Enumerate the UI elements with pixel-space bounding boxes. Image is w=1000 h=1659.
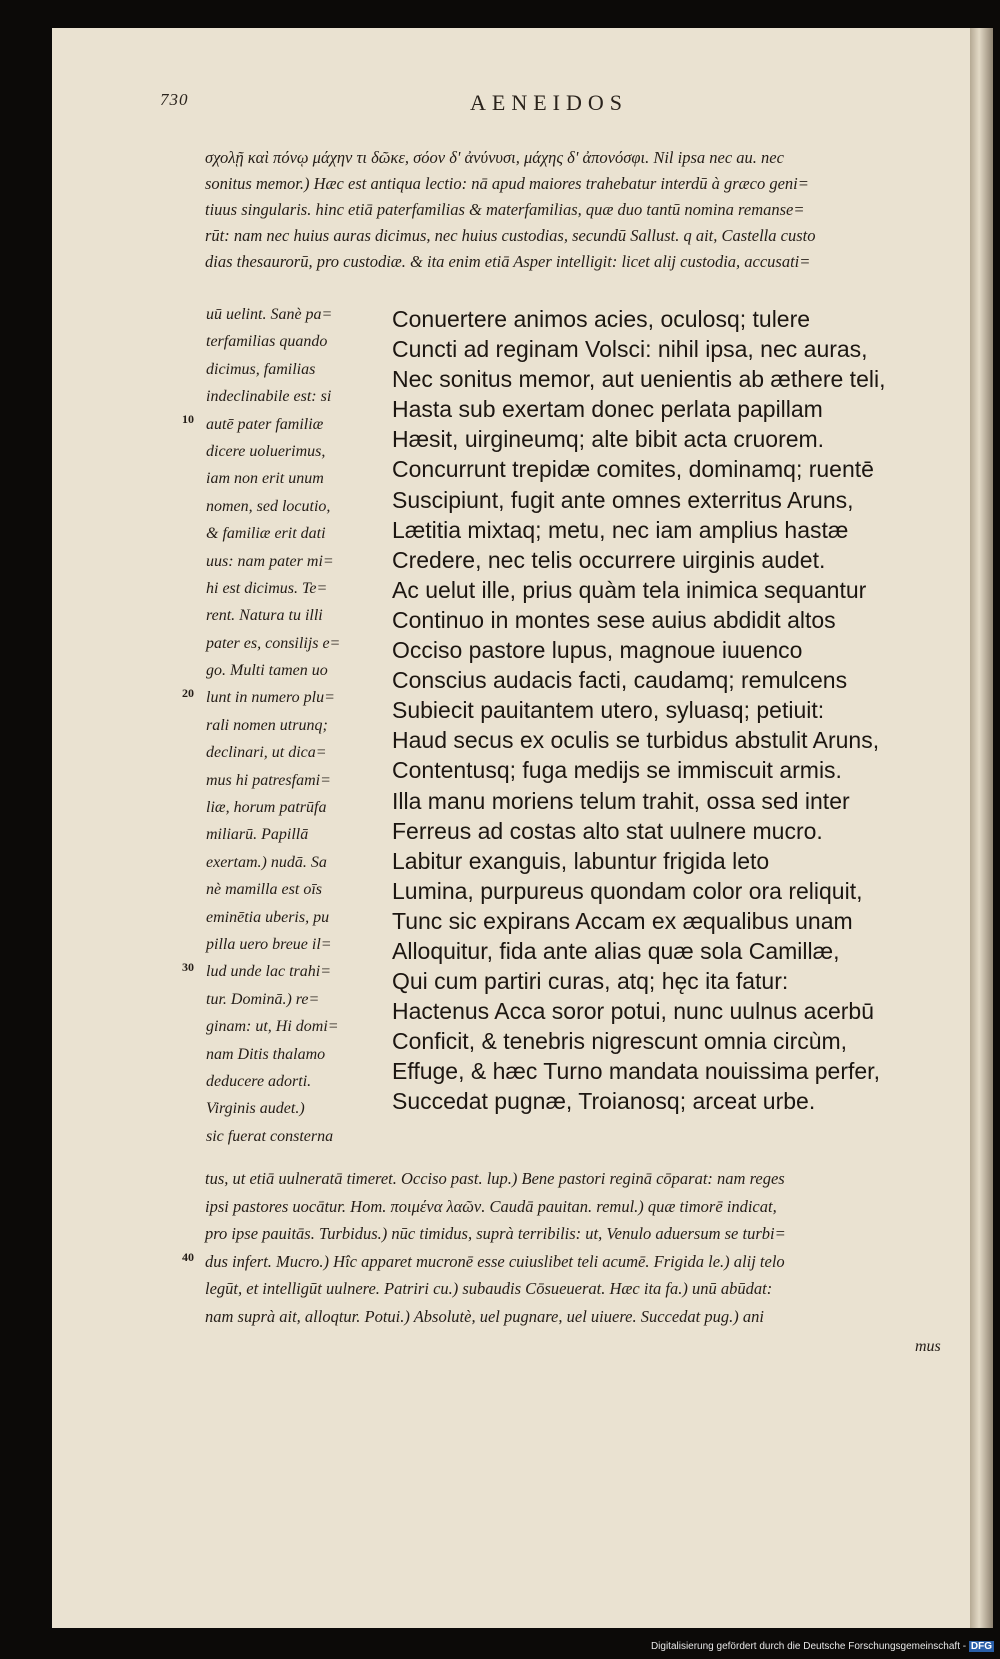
verse-line: Contentusq; fuga medijs se immiscuit armis.	[392, 757, 842, 784]
verse-line: Hactenus Acca soror potui, nunc uulnus acerbū	[392, 998, 875, 1025]
funding-footer	[651, 1641, 994, 1652]
verse-line: Concurrunt trepidæ comites, dominamq; ruentē	[392, 456, 874, 483]
commentary-line: ipsi pastores uocātur. Hom. ποιμένα λαῶν. Caudā pauitan. remul.) quæ timorē indicat,	[205, 1196, 777, 1216]
dfg-logo: DFG	[970, 1641, 992, 1652]
verse-line: Alloquitur, fida ante alias quæ sola Camillæ,	[392, 937, 840, 964]
commentary-line: dus infert. Mucro.) Hîc apparet mucronē esse cuiuslibet teli acumē. Frigida le.) alij telo	[205, 1251, 785, 1271]
line-number: 40	[182, 1250, 194, 1264]
verse-line: Effuge, & hæc Turno mandata nouissima perfer,	[392, 1058, 880, 1085]
commentary-bottom	[205, 1165, 955, 1330]
commentary-side	[206, 301, 386, 1150]
commentary-line: lud unde lac trahi=	[206, 963, 332, 981]
commentary-line: rent. Natura tu illi	[206, 607, 323, 625]
verse-line: Conficit, & tenebris nigrescunt omnia circùm,	[392, 1028, 848, 1055]
commentary-line: rali nomen utrunq;	[206, 716, 328, 734]
funding-text: Digitalisierung gefördert durch die Deutsche Forschungsgemeinschaft -	[650, 1641, 967, 1652]
viewer-left-border	[0, 0, 52, 1659]
commentary-line: & familiæ erit dati	[206, 525, 326, 543]
verse-line: Haud secus ex oculis se turbidus abstulit Aruns,	[392, 727, 880, 754]
verse-line: Conuertere animos acies, oculosq; tulere	[392, 306, 811, 332]
commentary-line: mus hi patresfami=	[206, 771, 331, 789]
verse-line: Hæsit, uirgineumq; alte bibit acta cruorem.	[392, 426, 825, 453]
line-number: 20	[182, 686, 194, 700]
page-number: 730	[160, 90, 189, 109]
commentary-line: lunt in numero plu=	[206, 689, 335, 707]
verse-line: Labitur exanguis, labuntur frigida leto	[392, 847, 770, 874]
commentary-line: dicimus, familias	[206, 360, 316, 378]
commentary-top	[205, 145, 955, 275]
commentary-line: eminētia uberis, pu	[206, 908, 330, 926]
verse-text	[392, 304, 972, 1117]
commentary-line: legūt, et intelligūt uulnere. Patriri cu.) subaudis Cōsueuerat. Hæc ita fa.) unū abūdat:	[205, 1279, 773, 1298]
line-number: 10	[182, 412, 194, 426]
commentary-line: dias thesaurorū, pro custodiæ. & ita enim etiā Asper intelligit: licet alij custodia, accusati=	[205, 252, 811, 271]
verse-line: Illa manu moriens telum trahit, ossa sed inter	[392, 787, 850, 814]
page-gutter-edge	[970, 28, 993, 1628]
commentary-line: sic fuerat consterna	[206, 1127, 334, 1145]
commentary-line: miliarū. Papillā	[206, 826, 309, 844]
commentary-line: pater es, consilijs e=	[206, 634, 341, 652]
commentary-line: iam non erit unum	[206, 470, 324, 488]
commentary-line: declinari, ut dica=	[206, 744, 327, 762]
commentary-line: nomen, sed locutio,	[206, 497, 331, 515]
verse-line: Continuo in montes sese auius abdidit altos	[392, 606, 836, 633]
running-title: AENEIDOS	[470, 90, 628, 115]
verse-line: Qui cum partiri curas, atq; hęc ita fatur:	[392, 968, 789, 995]
verse-line: Ferreus ad costas alto stat uulnere mucro.	[392, 817, 823, 844]
commentary-line: autē pater familiæ	[206, 415, 324, 433]
commentary-line: Virginis audet.)	[206, 1100, 305, 1118]
commentary-line: sonitus memor.) Hæc est antiqua lectio: nā apud maiores trahebatur interdū à græco geni=	[205, 174, 809, 193]
commentary-line: rūt: nam nec huius auras dicimus, nec huius custodias, secundū Sallust. q ait, Castella custo	[205, 226, 816, 245]
verse-line: Tunc sic expirans Accam ex æqualibus unam	[392, 907, 853, 934]
commentary-line: pilla uero breue il=	[206, 935, 332, 953]
commentary-line: tiuus singularis. hinc etiā paterfamilias & materfamilias, quæ duo tantū nomina remanse=	[205, 200, 805, 219]
commentary-line: ginam: ut, Hi domi=	[206, 1018, 339, 1036]
verse-line: Nec sonitus memor, aut uenientis ab æthere teli,	[392, 366, 886, 393]
viewer-right-border	[993, 0, 1000, 1659]
verse-line: Lumina, purpureus quondam color ora reliquit,	[392, 877, 863, 904]
commentary-line: σχολῇ καὶ πόνῳ μάχην τι δῶκε, σόον δ' ἀνύνυσι, μάχης δ' ἀπονόσφι. Nil ipsa nec au. nec	[205, 148, 784, 167]
commentary-line: tus, ut etiā uulneratā timeret. Occiso past. lup.) Bene pastori reginā cōparat: nam reges	[205, 1169, 785, 1188]
verse-line: Lætitia mixtaq; metu, nec iam amplius hastæ	[392, 516, 849, 543]
verse-line: Ac uelut ille, prius quàm tela inimica sequantur	[392, 576, 867, 603]
commentary-line: liæ, horum patrūfa	[206, 799, 327, 817]
verse-line: Hasta sub exertam donec perlata papillam	[392, 396, 823, 423]
verse-line: Subiecit pauitantem utero, syluasq; petiuit:	[392, 697, 825, 724]
catchword: mus	[915, 1338, 941, 1355]
verse-line: Credere, nec telis occurrere uirginis audet.	[392, 546, 826, 573]
commentary-line: nam Ditis thalamo	[206, 1045, 326, 1063]
commentary-line: pro ipse pauitās. Turbidus.) nūc timidus, suprà terribilis: ut, Venulo aduersum se turbi=	[205, 1224, 786, 1243]
verse-line: Occiso pastore lupus, magnoue iuuenco	[392, 637, 803, 664]
commentary-line: indeclinabile est: si	[206, 388, 332, 406]
commentary-line: tur. Dominā.) re=	[206, 990, 320, 1008]
commentary-line: dicere uoluerimus,	[206, 442, 326, 460]
line-number: 30	[182, 960, 194, 974]
viewer-top-border	[0, 0, 1000, 28]
verse-line: Suscipiunt, fugit ante omnes exterritus Aruns,	[392, 486, 854, 513]
commentary-line: go. Multi tamen uo	[206, 662, 328, 680]
commentary-line: uū uelint. Sanè pa=	[206, 306, 333, 323]
verse-line: Cuncti ad reginam Volsci: nihil ipsa, nec auras,	[392, 336, 868, 363]
commentary-line: nè mamilla est oīs	[206, 881, 322, 899]
commentary-line: exertam.) nudā. Sa	[206, 853, 327, 871]
verse-line: Conscius audacis facti, caudamq; remulcens	[392, 667, 848, 694]
verse-line: Succedat pugnæ, Troianosq; arceat urbe.	[392, 1088, 816, 1115]
commentary-line: uus: nam pater mi=	[206, 552, 334, 570]
commentary-line: deducere adorti.	[206, 1072, 312, 1090]
commentary-line: hi est dicimus. Te=	[206, 579, 328, 597]
commentary-line: terfamilias quando	[206, 333, 328, 351]
commentary-line: nam suprà ait, alloqtur. Potui.) Absolutè, uel pugnare, uel uiuere. Succedat pug.) ani	[205, 1306, 764, 1326]
